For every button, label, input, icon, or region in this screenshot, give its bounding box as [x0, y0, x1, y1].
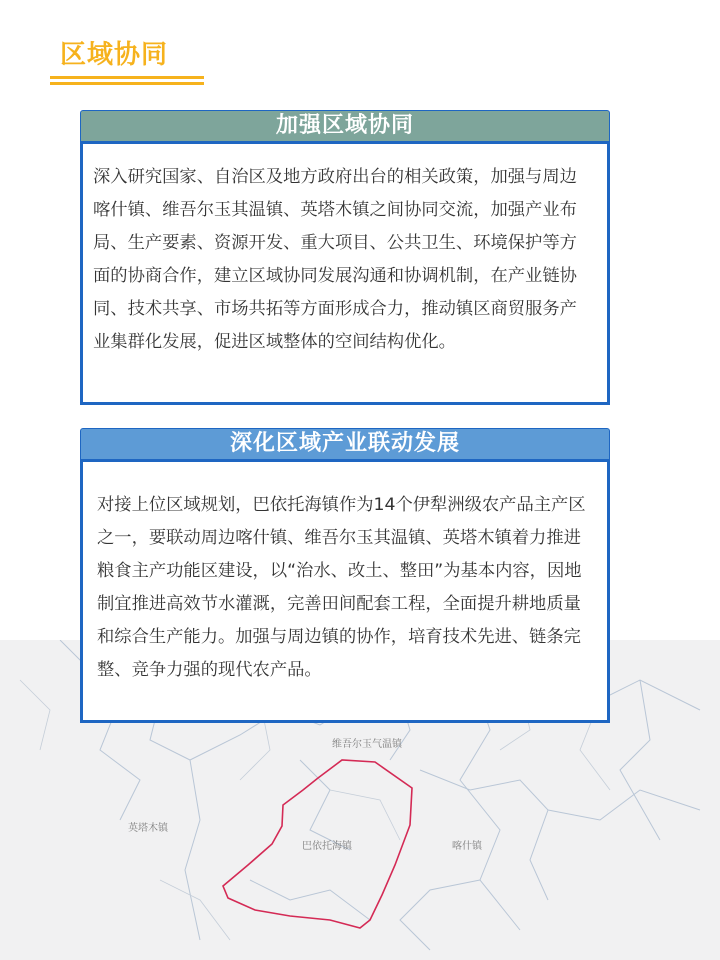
panel-industry-linkage [80, 428, 610, 723]
title-underline-top [50, 76, 204, 79]
section-title: 区域协同 [60, 40, 169, 70]
title-underline-bottom [50, 82, 204, 85]
panel-regional-coordination [80, 110, 610, 405]
map-label-center: 巴依托海镇 [302, 841, 352, 852]
panel-heading: 深化区域产业联动发展 [80, 428, 610, 459]
panel-body-text: 深入研究国家、自治区及地方政府出台的相关政策，加强与周边喀什镇、维吾尔玉其温镇、英塔木镇之间协同交流，加强产业布局、生产要素、资源开发、重大项目、公共卫生、环境保护等方面的协商合作，建立区域协同发展沟通和协调机制，在产业链协同、技术共享、市场共拓等方面形成合力，推动镇区商贸服务产业集群化发展，促进区域整体的空间结构优化。 [80, 141, 610, 405]
panel-body-text: 对接上位区域规划，巴依托海镇作为14个伊犁洲级农产品主产区之一，要联动周边喀什镇、维吾尔玉其温镇、英塔木镇着力推进粮食主产功能区建设，以“治水、改土、整田”为基本内容，因地制宜推进高效节水灌溉，完善田间配套工程，全面提升耕地质量和综合生产能力。加强与周边镇的协作，培育技术先进、链条完整、竞争力强的现代农产品。 [80, 459, 610, 723]
map-label-north: 维吾尔玉气温镇 [332, 739, 402, 750]
panel-heading: 加强区域协同 [80, 110, 610, 141]
map-label-west: 英塔木镇 [128, 823, 168, 834]
map-label-east: 喀什镇 [452, 841, 482, 852]
